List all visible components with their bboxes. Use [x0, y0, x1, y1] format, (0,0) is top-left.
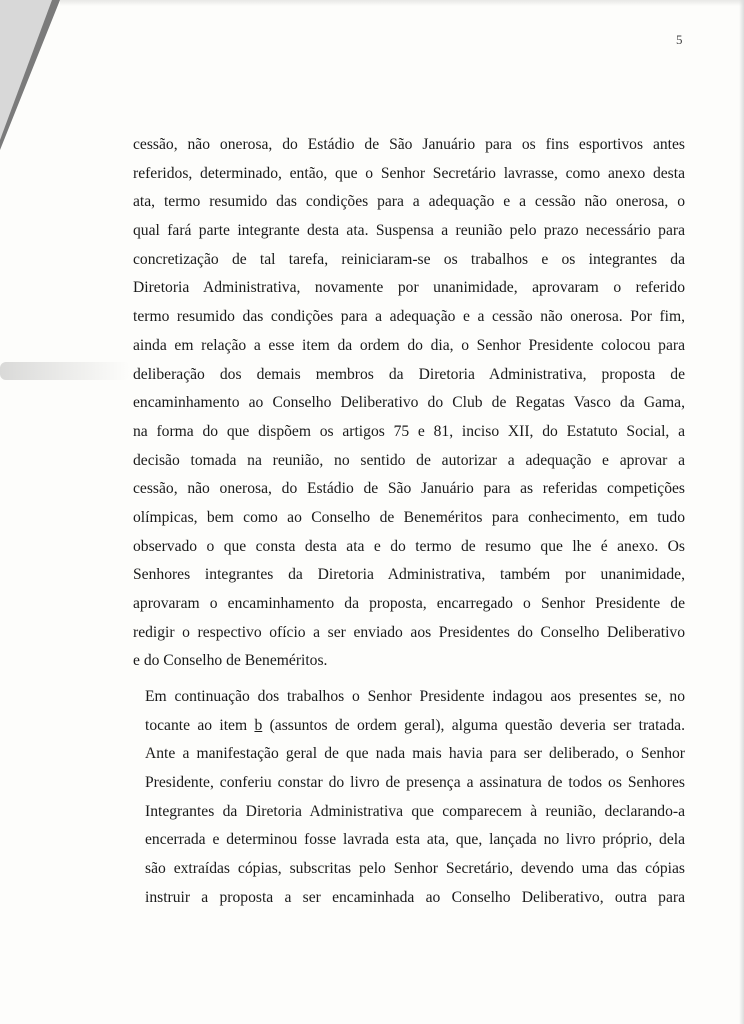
text-line: encerrada e determinou fosse lavrada esta ata, que, lançada no livro próprio, dela	[145, 831, 685, 849]
text-line: cessão, não onerosa, do Estádio de São Januário para as referidas competições	[133, 480, 685, 498]
text-line: Presidente, conferiu constar do livro de presença a assinatura de todos os Senhores	[145, 774, 685, 792]
text-line: Integrantes da Diretoria Administrativa que comparecem à reunião, declarando-a	[145, 802, 685, 820]
text-line: cessão, não onerosa, do Estádio de São Januário para os fins esportivos antes	[133, 136, 685, 153]
text-line: aprovaram o encaminhamento da proposta, encarregado o Senhor Presidente de	[133, 595, 685, 612]
underlined-item-letter: b	[254, 716, 263, 734]
paragraph-1	[133, 131, 685, 676]
text-line: Senhores integrantes da Diretoria Administrativa, também por unanimidade,	[133, 566, 685, 584]
text-line: Em continuação dos trabalhos o Senhor Presidente indagou aos presentes se, no	[145, 688, 685, 705]
folded-corner-edge	[0, 0, 52, 140]
text-line: ainda em relação a esse item da ordem do dia, o Senhor Presidente colocou para	[133, 336, 685, 354]
page-right-edge	[739, 0, 744, 1024]
text-line: termo resumido das condições para a adequação e a cessão não onerosa. Por fim,	[133, 308, 685, 326]
text-line: olímpicas, bem como ao Conselho de Beneméritos para conhecimento, em tudo	[133, 508, 685, 526]
text-line: deliberação dos demais membros da Diretoria Administrativa, proposta de	[133, 365, 685, 383]
text-fragment: (assuntos de ordem geral), alguma questão deveria ser tratada.	[269, 716, 685, 734]
text-line: concretização de tal tarefa, reiniciaram-se os trabalhos e os integrantes da	[133, 250, 685, 268]
text-fragment: tocante ao item	[145, 716, 248, 734]
text-line: qual fará parte integrante desta ata. Suspensa a reunião pelo prazo necessário para	[133, 222, 685, 240]
paragraph-2	[145, 683, 685, 913]
text-line: Ante a manifestação geral de que nada mais havia para ser deliberado, o Senhor	[145, 745, 685, 763]
text-line: encaminhamento ao Conselho Deliberativo do Club de Regatas Vasco da Gama,	[133, 394, 685, 412]
text-line: referidos, determinado, então, que o Senhor Secretário lavrasse, como anexo desta	[133, 164, 685, 182]
text-line: Diretoria Administrativa, novamente por unanimidade, aprovaram o referido	[133, 279, 685, 297]
text-line: e do Conselho de Beneméritos.	[133, 652, 328, 670]
text-line: instruir a proposta a ser encaminhada ao Conselho Deliberativo, outra para	[145, 888, 685, 906]
text-line: na forma do que dispõem os artigos 75 e 81, inciso XII, do Estatuto Social, a	[133, 422, 685, 440]
page-top-edge	[60, 0, 744, 6]
text-line: decisão tomada na reunião, no sentido de autorizar a adequação e aprovar a	[133, 451, 685, 469]
text-line: observado o que consta desta ata e do termo de resumo que lhe é anexo. Os	[133, 537, 685, 555]
text-line: redigir o respectivo ofício a ser enviado aos Presidentes do Conselho Deliberativo	[133, 623, 685, 641]
scan-smudge	[0, 362, 130, 380]
page-number: 5	[676, 32, 683, 47]
text-line: ata, termo resumido das condições para a adequação e a cessão não onerosa, o	[133, 193, 685, 211]
text-line: são extraídas cópias, subscritas pelo Senhor Secretário, devendo uma das cópias	[145, 860, 685, 878]
text-line-with-underline	[145, 712, 685, 741]
